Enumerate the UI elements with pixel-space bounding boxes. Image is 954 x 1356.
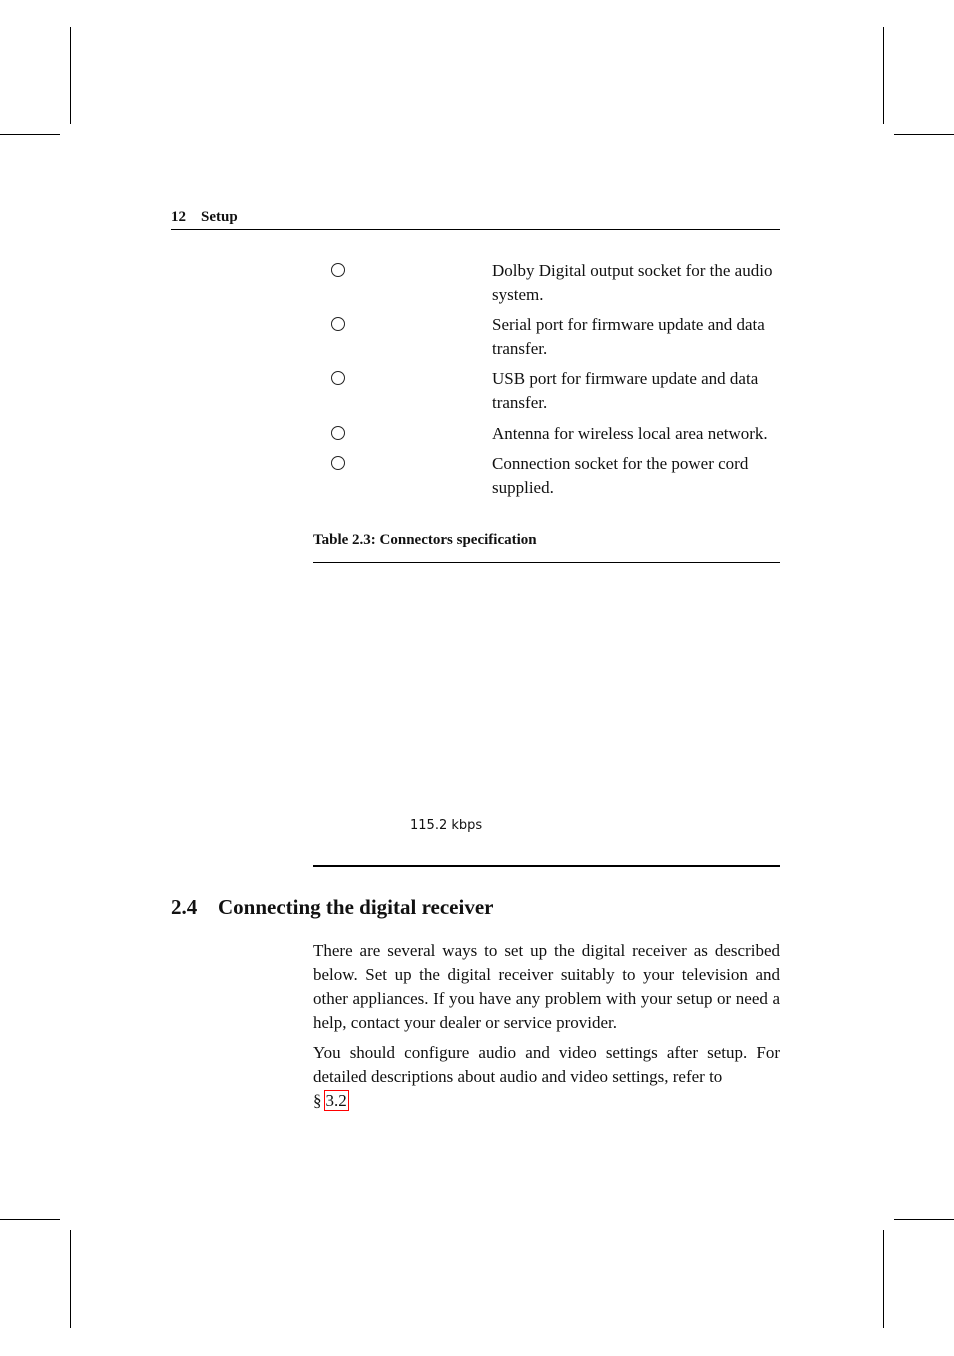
connector-description: Connection socket for the power cord supplied.: [492, 454, 749, 497]
body-paragraph: [313, 1041, 780, 1113]
table-cell: 115.2 kbps: [410, 818, 483, 833]
crop-mark: [0, 1219, 60, 1220]
list-item: [330, 313, 810, 361]
crop-mark: [0, 134, 60, 135]
connector-list: [330, 259, 810, 500]
connector-description: Serial port for firmware update and data transfer.: [492, 315, 765, 358]
crop-mark: [70, 1230, 71, 1328]
crop-mark: [883, 1230, 884, 1328]
list-item: [330, 422, 810, 446]
table-top-rule: [313, 562, 780, 563]
body-paragraph: There are several ways to set up the digital receiver as described below. Set up the digital receiver suitably to your television and other appliances. If you have any problem with your setup or need a help, contact your dealer or service provider.: [313, 941, 780, 1032]
running-head: [171, 209, 780, 230]
paragraph-text: You should configure audio and video settings after setup. For detailed descriptions about audio and video settings, refer to: [313, 1043, 780, 1086]
circle-bullet-icon: [331, 456, 345, 470]
page-number: 12: [171, 209, 186, 225]
connector-description: Antenna for wireless local area network.: [492, 424, 768, 443]
circle-bullet-icon: [331, 371, 345, 385]
running-head-section: Setup: [201, 209, 238, 225]
section-number: 2.4: [171, 895, 198, 919]
circle-bullet-icon: [331, 426, 345, 440]
crop-mark: [883, 27, 884, 124]
list-item: [330, 259, 810, 307]
circle-bullet-icon: [331, 317, 345, 331]
connector-description: Dolby Digital output socket for the audio system.: [492, 261, 773, 304]
section-title: Connecting the digital receiver: [218, 895, 494, 919]
section-heading: [171, 895, 493, 920]
crop-mark: [894, 1219, 954, 1220]
crop-mark: [894, 134, 954, 135]
crop-mark: [70, 27, 71, 124]
table-caption: Table 2.3: Connectors specification: [313, 532, 537, 548]
section-reference-link[interactable]: 3.2: [325, 1091, 347, 1110]
list-item: [330, 367, 810, 415]
section-sign: §: [313, 1091, 322, 1110]
connector-description: USB port for firmware update and data transfer.: [492, 369, 759, 412]
list-item: [330, 452, 810, 500]
circle-bullet-icon: [331, 263, 345, 277]
table-bottom-rule: [313, 865, 780, 867]
